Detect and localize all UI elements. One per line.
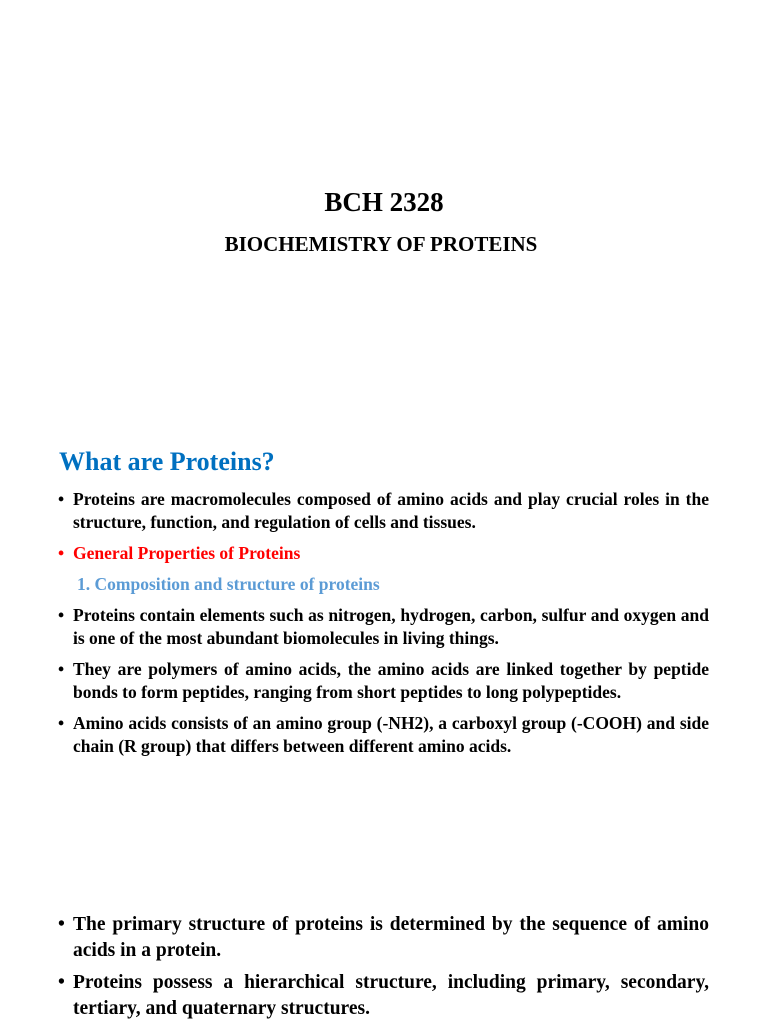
list-item [58, 604, 709, 650]
what-are-proteins-slide [0, 420, 768, 810]
bullet-list [58, 912, 709, 1028]
bullet-list [58, 488, 709, 766]
list-item [58, 970, 709, 1022]
properties-bullet-text: General Properties of Proteins [73, 543, 301, 563]
bullet-icon: • [58, 659, 65, 679]
bullet-icon: • [58, 489, 65, 509]
bullet-icon: • [58, 605, 65, 625]
subheading: 1. Composition and structure of proteins [77, 574, 380, 594]
bullet-text: They are polymers of amino acids, the amino acids are linked together by peptide bonds to form peptides, ranging from short peptides to long polypeptides. [73, 659, 709, 702]
list-item [58, 912, 709, 964]
bullet-icon: • [58, 914, 65, 935]
bullet-text: Amino acids consists of an amino group (-NH2), a carboxyl group (-COOH) and side chain (R group) that differs between different amino acids. [73, 713, 709, 756]
list-item [58, 488, 709, 534]
title-slide [0, 0, 768, 420]
bullet-icon: • [58, 972, 65, 993]
bullet-icon: • [58, 713, 65, 733]
protein-structure-slide [0, 880, 768, 1024]
bullet-text: Proteins possess a hierarchical structure, including primary, secondary, tertiary, and quaternary structures. [73, 972, 709, 1019]
course-code: BCH 2328 [324, 187, 444, 217]
section-heading: What are Proteins? [59, 447, 275, 476]
list-item [58, 712, 709, 758]
intro-bullet-text: Proteins are macromolecules composed of amino acids and play crucial roles in the structure, function, and regulation of cells and tissues. [73, 489, 709, 532]
bullet-text: The primary structure of proteins is determined by the sequence of amino acids in a protein. [73, 914, 709, 961]
list-item [58, 542, 709, 565]
course-title: BIOCHEMISTRY OF PROTEINS [224, 232, 538, 256]
list-item [58, 658, 709, 704]
bullet-text: Proteins contain elements such as nitrogen, hydrogen, carbon, sulfur and oxygen and is one of the most abundant biomolecules in living things. [73, 605, 709, 648]
bullet-icon: • [58, 543, 65, 563]
